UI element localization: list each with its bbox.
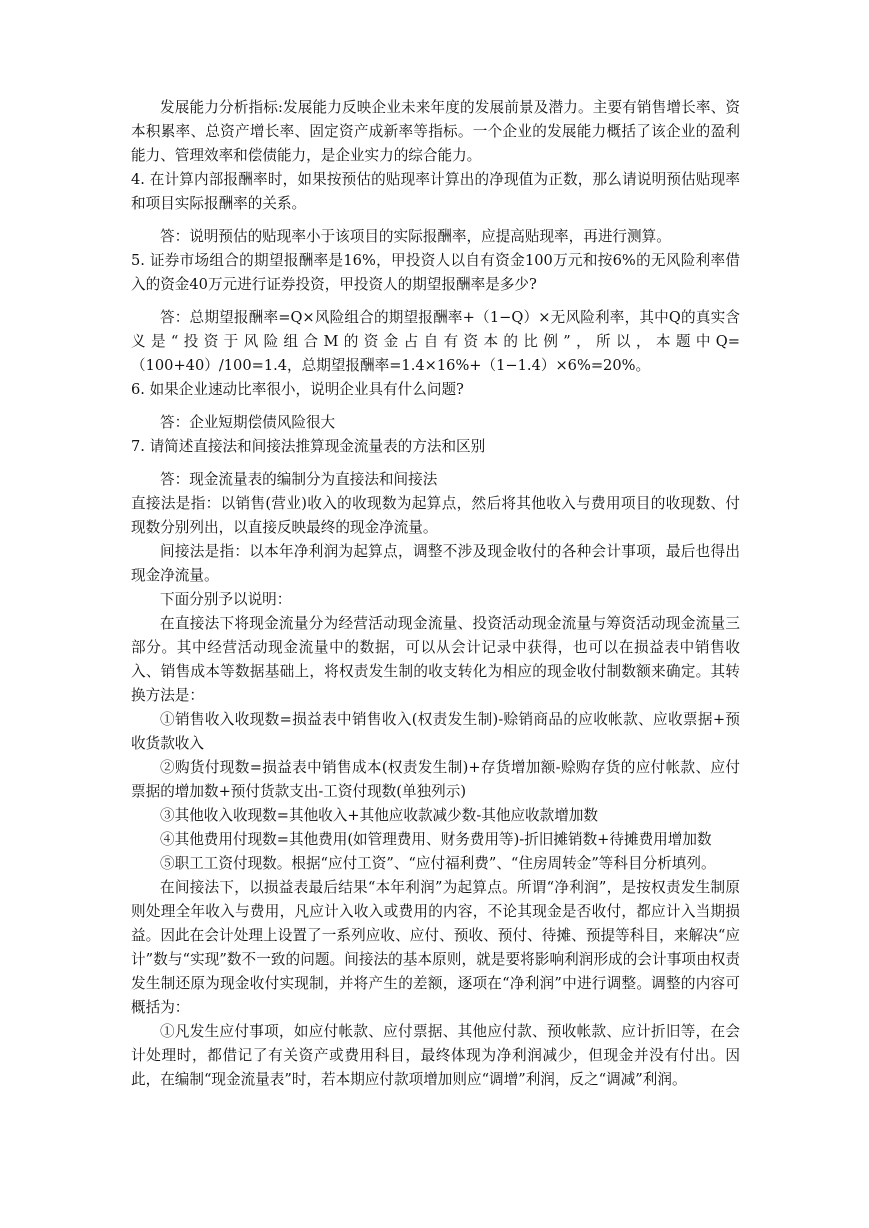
answer-6: 答：企业短期偿债风险很大 (160, 414, 336, 431)
formula-item-2: ②购货付现数=损益表中销售成本(权责发生制)+存货增加额-赊购存货的应付帐款、应付票据的增加数+预付货款支出-工资付现数(单独列示) (131, 759, 740, 800)
formula-item-4: ④其他费用付现数=其他费用(如管理费用、财务费用等)-折旧摊销数+待摊费用增加数 (160, 831, 712, 848)
answer-7-intro: 答：现金流量表的编制分为直接法和间接法 (160, 471, 438, 488)
document-body (131, 96, 740, 1092)
direct-method-definition: 直接法是指：以销售(营业)收入的收现数为起算点，然后将其他收入与费用项目的收现数、付现数分别列出，以直接反映最终的现金净流量。 (131, 495, 740, 536)
adjustment-item-1: ①凡发生应付事项，如应付帐款、应付票据、其他应付款、预收帐款、应计折旧等，在会计处理时，都借记了有关资产或费用科目，最终体现为净利润减少，但现金并没有付出。因此，在编制“现金流量表”时，若本期应付款项增加则应“调增”利润，反之“调减”利润。 (131, 1023, 740, 1088)
indirect-method-definition: 间接法是指：以本年净利润为起算点，调整不涉及现金收付的各种会计事项，最后也得出现金净流量。 (131, 543, 740, 584)
indirect-method-paragraph: 在间接法下，以损益表最后结果“本年利润”为起算点。所谓“净利润”，是按权责发生制原则处理全年收入与费用，凡应计入收入或费用的内容，不论其现金是否收付，都应计入当期损益。因此在会计处理上设置了一系列应收、应付、预收、预付、待摊、预提等科目，来解决“应计”数与“实现”数不一致的问题。间接法的基本原则，就是要将影响利润形成的会计事项由权责发生制还原为现金收付实现制，并将产生的差额，逐项在“净利润”中进行调整。调整的内容可概括为： (131, 879, 740, 1016)
question-7: 7. 请简述直接法和间接法推算现金流量表的方法和区别 (131, 438, 486, 455)
explanation-lead: 下面分别予以说明： (160, 591, 292, 608)
direct-method-paragraph: 在直接法下将现金流量分为经营活动现金流量、投资活动现金流量与筹资活动现金流量三部分。其中经营活动现金流量中的数据，可以从会计记录中获得，也可以在损益表中销售收入、销售成本等数据基础上，将权责发生制的收支转化为相应的现金收付制数额来确定。其转换方法是： (131, 615, 740, 704)
question-6: 6. 如果企业速动比率很小，说明企业具有什么问题? (131, 381, 464, 398)
question-5: 5. 证券市场组合的期望报酬率是16%，甲投资人以自有资金100万元和按6%的无风险利率借入的资金40万元进行证券投资，甲投资人的期望报酬率是多少? (131, 252, 740, 293)
question-4: 4. 在计算内部报酬率时，如果按预估的贴现率计算出的净现值为正数，那么请说明预估贴现率和项目实际报酬率的关系。 (131, 171, 740, 212)
answer-5: 答：总期望报酬率=Q×风险组合的期望报酬率+（1−Q）×无风险利率，其中Q的真实含义是“投资于风险组合M的资金占自有资本的比例”，所以，本题中Q=（100+40）/100=1.4，总期望报酬率=1.4×16%+（1−1.4）×6%=20%。 (131, 309, 740, 374)
answer-4: 答：说明预估的贴现率小于该项目的实际报酬率，应提高贴现率，再进行测算。 (160, 228, 671, 245)
growth-ability-paragraph: 发展能力分析指标:发展能力反映企业未来年度的发展前景及潜力。主要有销售增长率、资本积累率、总资产增长率、固定资产成新率等指标。一个企业的发展能力概括了该企业的盈利能力、管理效率和偿债能力，是企业实力的综合能力。 (131, 99, 740, 164)
formula-item-3: ③其他收入收现数=其他收入+其他应收款减少数-其他应收款增加数 (160, 807, 599, 824)
formula-item-1: ①销售收入收现数=损益表中销售收入(权责发生制)-赊销商品的应收帐款、应收票据+预收货款收入 (131, 711, 740, 752)
formula-item-5: ⑤职工工资付现数。根据“应付工资”、“应付福利费”、“住房周转金”等科目分析填列。 (160, 855, 716, 872)
